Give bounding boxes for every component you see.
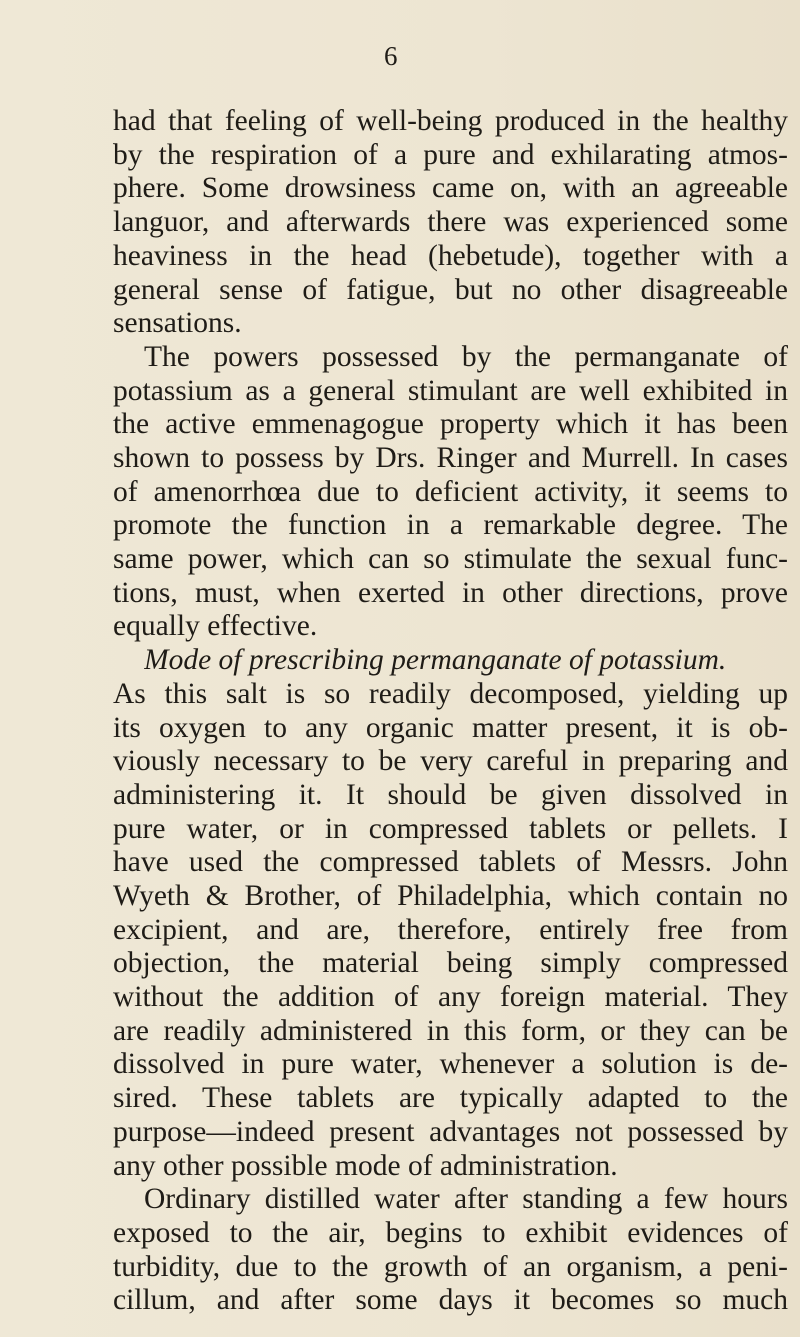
text-line: heaviness in the head (hebetude), together with a: [113, 239, 788, 272]
text-line: have used the compressed tablets of Messrs. John: [113, 846, 788, 879]
section-heading: Mode of prescribing permanganate of potassium.: [144, 644, 727, 677]
text-line: are readily administered in this form, or they can be: [113, 1014, 788, 1047]
text-line: pure water, or in compressed tablets or pellets. I: [113, 812, 788, 845]
text-line: promote the function in a remarkable degree. The: [113, 509, 788, 542]
text-line: sired. These tablets are typically adapted to the: [113, 1082, 788, 1115]
text-line: administering it. It should be given dissolved in: [113, 778, 788, 811]
text-line: viously necessary to be very careful in preparing and: [113, 745, 788, 778]
text-line: shown to possess by Drs. Ringer and Murrell. In cases: [113, 441, 788, 474]
text-line: Wyeth & Brother, of Philadelphia, which contain no: [113, 880, 788, 912]
text-line: turbidity, due to the growth of an organism, a peni-: [113, 1250, 788, 1283]
text-line: exposed to the air, begins to exhibit evidences of: [113, 1216, 788, 1249]
text-line: same power, which can so stimulate the sexual func-: [113, 543, 788, 575]
text-line: without the addition of any foreign material. They: [113, 981, 788, 1014]
text-line: any other possible mode of administration.: [113, 1149, 618, 1182]
text-line: equally effective.: [113, 610, 318, 643]
text-line: had that feeling of well-being produced in the healthy: [113, 105, 788, 137]
text-line: potassium as a general stimulant are well exhibited in: [113, 374, 788, 407]
text-line: of amenorrhœa due to deficient activity, it seems to: [113, 475, 788, 508]
text-line: sensations.: [113, 307, 242, 340]
text-line: phere. Some drowsiness came on, with an agreeable: [113, 172, 788, 205]
text-line: tions, must, when exerted in other directions, prove: [113, 576, 788, 609]
text-line: excipient, and are, therefore, entirely free from: [113, 913, 788, 946]
text-line: purpose—indeed present advantages not possessed by: [113, 1115, 788, 1148]
text-line: general sense of fatigue, but no other disagreeable: [113, 273, 788, 306]
page-number: 6: [384, 41, 398, 71]
text-line: cillum, and after some days it becomes so much: [113, 1284, 788, 1317]
text-line: by the respiration of a pure and exhilarating atmos-: [113, 138, 788, 171]
text-line: languor, and afterwards there was experienced some: [113, 206, 788, 239]
text-line: Ordinary distilled water after standing a few hours: [144, 1183, 788, 1216]
text-line: As this salt is so readily decomposed, yielding up: [113, 677, 788, 710]
text-line: the active emmenagogue property which it has been: [113, 408, 788, 441]
text-line: its oxygen to any organic matter present, it is ob-: [113, 711, 788, 744]
text-line: objection, the material being simply compressed: [113, 947, 788, 980]
text-line: dissolved in pure water, whenever a solution is de-: [113, 1048, 788, 1081]
text-line: The powers possessed by the permanganate of: [144, 340, 788, 373]
